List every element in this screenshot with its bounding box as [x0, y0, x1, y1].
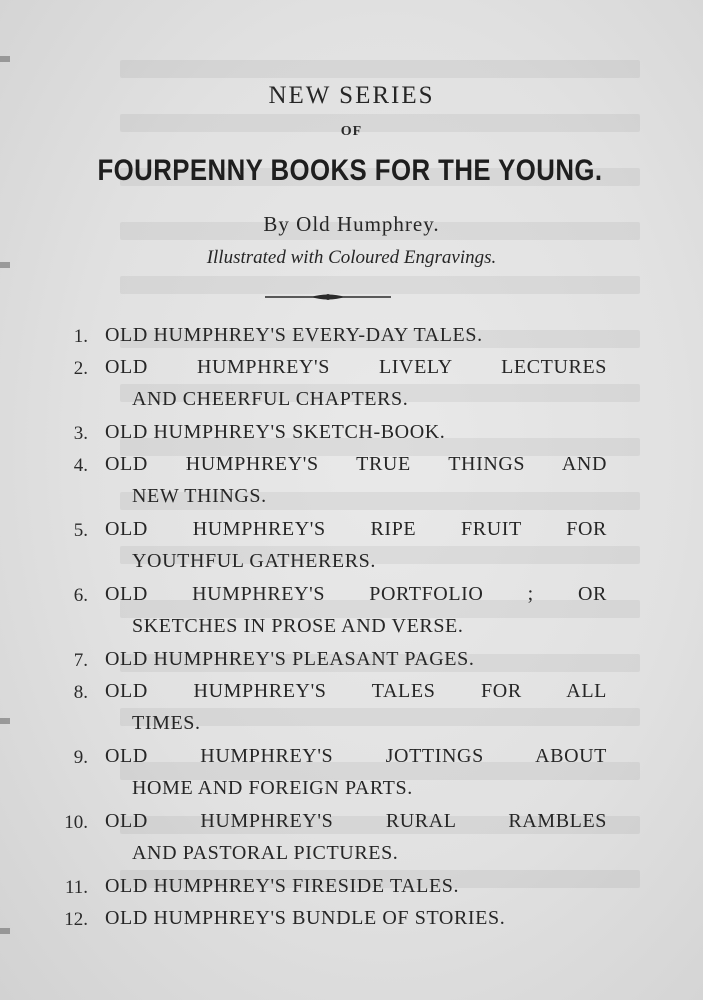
book-number: 6. [73, 585, 88, 606]
book-list [0, 320, 703, 935]
series-title: NEW SERIES [268, 82, 435, 109]
book-title-line2: SKETCHES IN PROSE AND VERSE. [132, 615, 464, 637]
book-number: 1. [73, 326, 88, 347]
book-list-item [0, 320, 703, 352]
book-title-line1: OLD HUMPHREY'S FIRESIDE TALES. [105, 875, 460, 897]
book-list-item [0, 644, 703, 676]
book-number: 8. [73, 682, 88, 703]
book-number: 2. [73, 358, 88, 379]
book-title-line1: OLD HUMPHREY'S SKETCH-BOOK. [105, 421, 446, 443]
book-title-line1: OLD HUMPHREY'S TRUE THINGS AND [105, 453, 607, 475]
book-title-line1: OLD HUMPHREY'S BUNDLE OF STORIES. [105, 907, 506, 929]
book-list-item [0, 806, 703, 871]
book-number: 4. [73, 455, 88, 476]
book-title-line2: YOUTHFUL GATHERERS. [132, 550, 376, 572]
book-title-line1: OLD HUMPHREY'S JOTTINGS ABOUT [105, 745, 607, 767]
book-title-line1: OLD HUMPHREY'S PORTFOLIO ; OR [105, 583, 607, 605]
book-number: 10. [64, 812, 88, 833]
page-edge-mark [0, 56, 10, 62]
book-title-line2: AND CHEERFUL CHAPTERS. [132, 388, 409, 410]
book-list-item [0, 579, 703, 644]
book-title-line2: NEW THINGS. [132, 485, 267, 507]
ornament-rule-icon [263, 290, 393, 304]
book-list-item [0, 903, 703, 935]
book-list-item [0, 514, 703, 579]
book-title-line1: OLD HUMPHREY'S EVERY-DAY TALES. [105, 324, 483, 346]
book-list-item [0, 352, 703, 417]
book-title-line2: AND PASTORAL PICTURES. [132, 842, 399, 864]
book-title-line2: HOME AND FOREIGN PARTS. [132, 777, 413, 799]
book-list-item [0, 417, 703, 449]
book-list-item [0, 871, 703, 903]
book-title-line1: OLD HUMPHREY'S LIVELY LECTURES [105, 356, 607, 378]
author-line: By Old Humphrey. [263, 212, 440, 236]
book-title-line1: OLD HUMPHREY'S RIPE FRUIT FOR [105, 518, 607, 540]
of-word: OF [340, 124, 363, 139]
book-list-item [0, 676, 703, 741]
book-number: 5. [73, 520, 88, 541]
main-title: FOURPENNY BOOKS FOR THE YOUNG. [97, 154, 603, 187]
subtitle: Illustrated with Coloured Engravings. [206, 247, 497, 268]
book-number: 12. [64, 909, 88, 930]
book-title-line1: OLD HUMPHREY'S RURAL RAMBLES [105, 810, 607, 832]
book-number: 3. [73, 423, 88, 444]
book-list-item [0, 449, 703, 514]
book-number: 9. [73, 747, 88, 768]
book-number: 11. [64, 877, 88, 898]
book-title-line2: TIMES. [132, 712, 201, 734]
book-number: 7. [73, 650, 88, 671]
book-title-line1: OLD HUMPHREY'S PLEASANT PAGES. [105, 648, 475, 670]
book-title-line1: OLD HUMPHREY'S TALES FOR ALL [105, 680, 607, 702]
book-list-item [0, 741, 703, 806]
